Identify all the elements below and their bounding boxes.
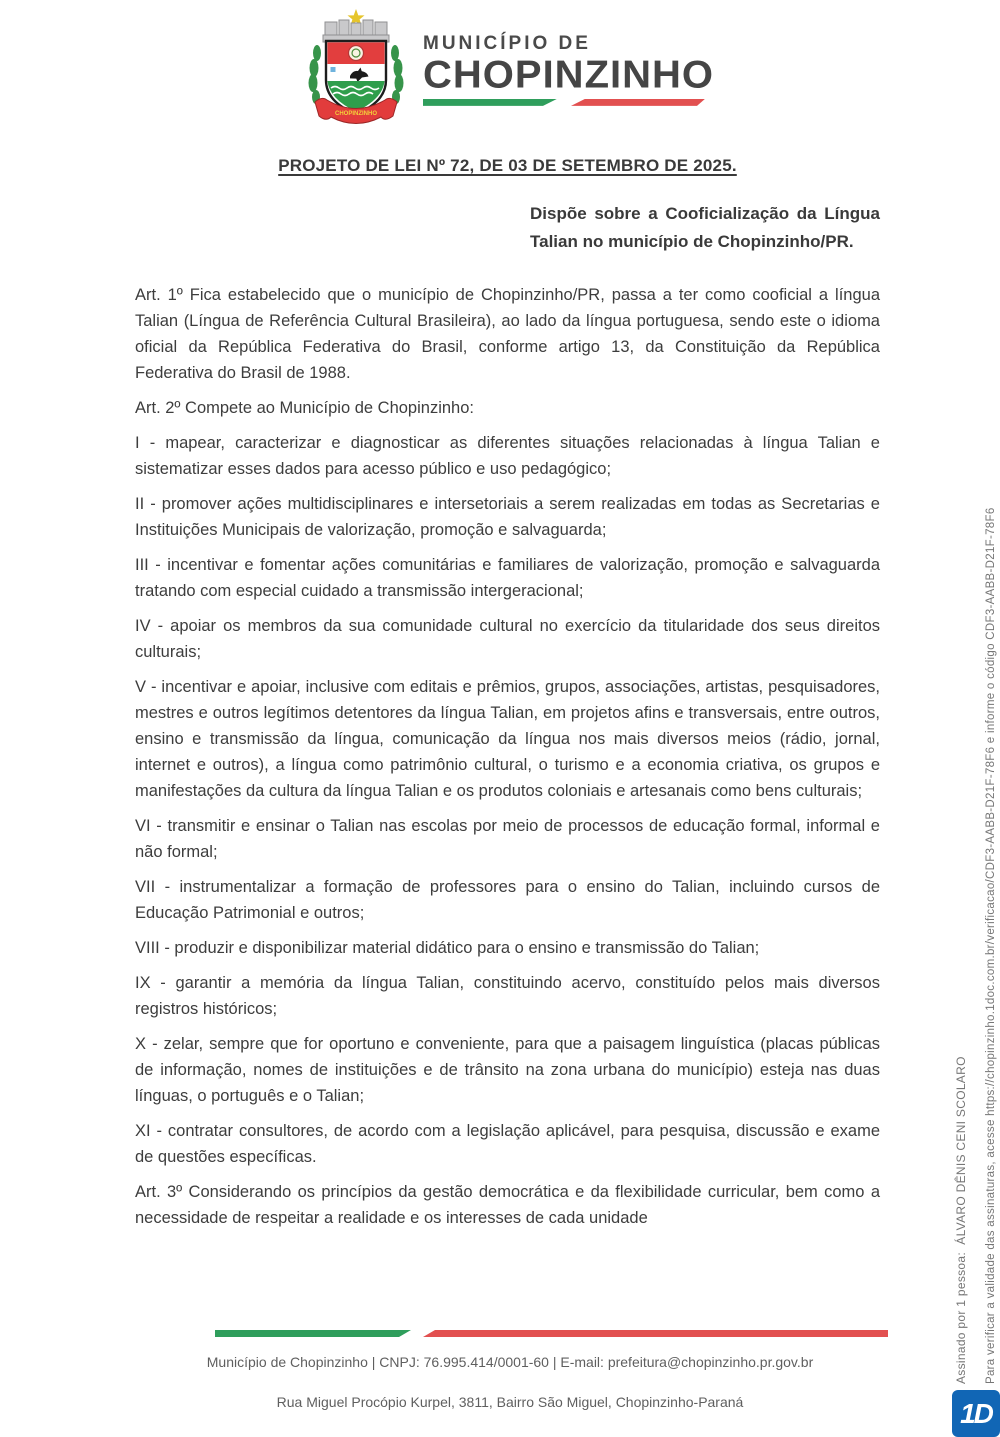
crest-ribbon-text: CHOPINZINHO	[335, 111, 377, 117]
signature-verification-text: Para verificar a validade das assinaturas, acesse https://chopinzinho.1doc.com.br/verificacao/CDF3-AABB-D21F-78F6 e informe o código CDF3-AABB-D21F-78F6	[985, 507, 997, 1384]
document-content	[135, 0, 880, 1240]
law-paragraph-art2: Art. 2º Compete ao Município de Chopinzinho:	[135, 399, 474, 417]
chopinzinho-coat-of-arms-icon	[301, 8, 411, 128]
law-paragraph-art1: Art. 1º Fica estabelecido que o município de Chopinzinho/PR, passa a ter como cooficial a língua Talian (Língua de Referência Cultural Brasileira), ao lado da língua portuguesa, sendo este o idioma oficial da República Federativa do Brasil, conforme artigo 13, da Constituição da República Federativa do Brasil de 1988.	[135, 286, 880, 382]
law-paragraph-item-2: II - promover ações multidisciplinares e intersetoriais a serem realizadas em todas as Secretarias e Instituições Municipais de valorização, promoção e salvaguarda;	[135, 495, 880, 539]
footer-divider-green	[215, 1330, 411, 1337]
municipality-wordmark	[423, 34, 714, 106]
law-paragraph-item-7: VII - instrumentalizar a formação de professores para o ensino do Talian, incluindo cursos de Educação Patrimonial e outros;	[135, 878, 880, 922]
law-paragraph-item-6: VI - transmitir e ensinar o Talian nas escolas por meio de processos de educação formal, informal e não formal;	[135, 817, 880, 861]
wordmark-line-municipio-de: MUNICÍPIO DE	[423, 33, 591, 54]
footer-address-line: Rua Miguel Procópio Kurpel, 3811, Bairro São Miguel, Chopinzinho-Paraná	[276, 1394, 744, 1410]
footer-contact-line: Município de Chopinzinho | CNPJ: 76.995.414/0001-60 | E-mail: prefeitura@chopinzinho.pr.gov.br	[206, 1354, 814, 1370]
law-paragraph-item-10: X - zelar, sempre que for oportuno e conveniente, para que a paisagem linguística (placas públicas de informação, nomes de instituições e de trânsito na zona urbana do município) esteja nas duas línguas, o português e o Talian;	[135, 1035, 880, 1105]
law-paragraph-item-4: IV - apoiar os membros da sua comunidade cultural no exercício da titularidade dos seus direitos culturais;	[135, 617, 880, 661]
law-ementa: Dispõe sobre a Cooficialização da Língua Talian no município de Chopinzinho/PR.	[530, 204, 880, 251]
footer-divider-red	[423, 1330, 888, 1337]
green-stripe	[423, 99, 557, 106]
law-paragraph-item-1: I - mapear, caracterizar e diagnosticar as diferentes situações relacionadas à língua Talian e sistematizar esses dados para acesso público e uso pedagógico;	[135, 434, 880, 478]
law-paragraph-item-8: VIII - produzir e disponibilizar material didático para o ensino e transmissão do Talian;	[135, 939, 760, 957]
law-body	[135, 282, 880, 1231]
law-paragraph-item-5: V - incentivar e apoiar, inclusive com editais e prêmios, grupos, associações, artistas, pesquisadores, mestres e outros legítimos detentores da língua Talian, em projetos afins e transversais, entre outros, ensino e transmissão da língua, comunicação da língua nos mais diversos meios (rádio, jornal, internet e outros), a língua como patrimônio cultural, o turismo e a economia criativa, os grupos e manifestações da cultura da língua Talian e os produtos coloniais e artesanais como bens culturais;	[135, 678, 880, 800]
law-title: PROJETO DE LEI Nº 72, DE 03 DE SETEMBRO DE 2025.	[278, 156, 737, 175]
page-footer	[0, 1330, 1000, 1410]
municipal-header	[135, 8, 880, 128]
red-stripe	[571, 99, 705, 106]
signature-signed-by-text: Assinado por 1 pessoa: ÁLVARO DÊNIS CENI SCOLARO	[954, 1056, 968, 1384]
law-paragraph-item-11: XI - contratar consultores, de acordo com a legislação aplicável, para pesquisa, discussão e exame de questões específicas.	[135, 1122, 880, 1166]
wordmark-line-chopinzinho: CHOPINZINHO	[423, 52, 714, 97]
law-paragraph-art3: Art. 3º Considerando os princípios da gestão democrática e da flexibilidade curricular, bem como a necessidade de respeitar a realidade e os interesses de cada unidade	[135, 1183, 880, 1227]
wordmark-flag-stripes	[423, 99, 705, 106]
law-paragraph-item-3: III - incentivar e fomentar ações comunitárias e familiares de valorização, promoção e salvaguarda tratando com especial cuidado a transmissão intergeracional;	[135, 556, 880, 600]
footer-divider	[0, 1330, 1000, 1337]
1doc-logo-icon: 1D	[952, 1390, 1000, 1437]
law-paragraph-item-9: IX - garantir a memória da língua Talian, constituindo acervo, constituído pelos mais diversos registros históricos;	[135, 974, 880, 1018]
